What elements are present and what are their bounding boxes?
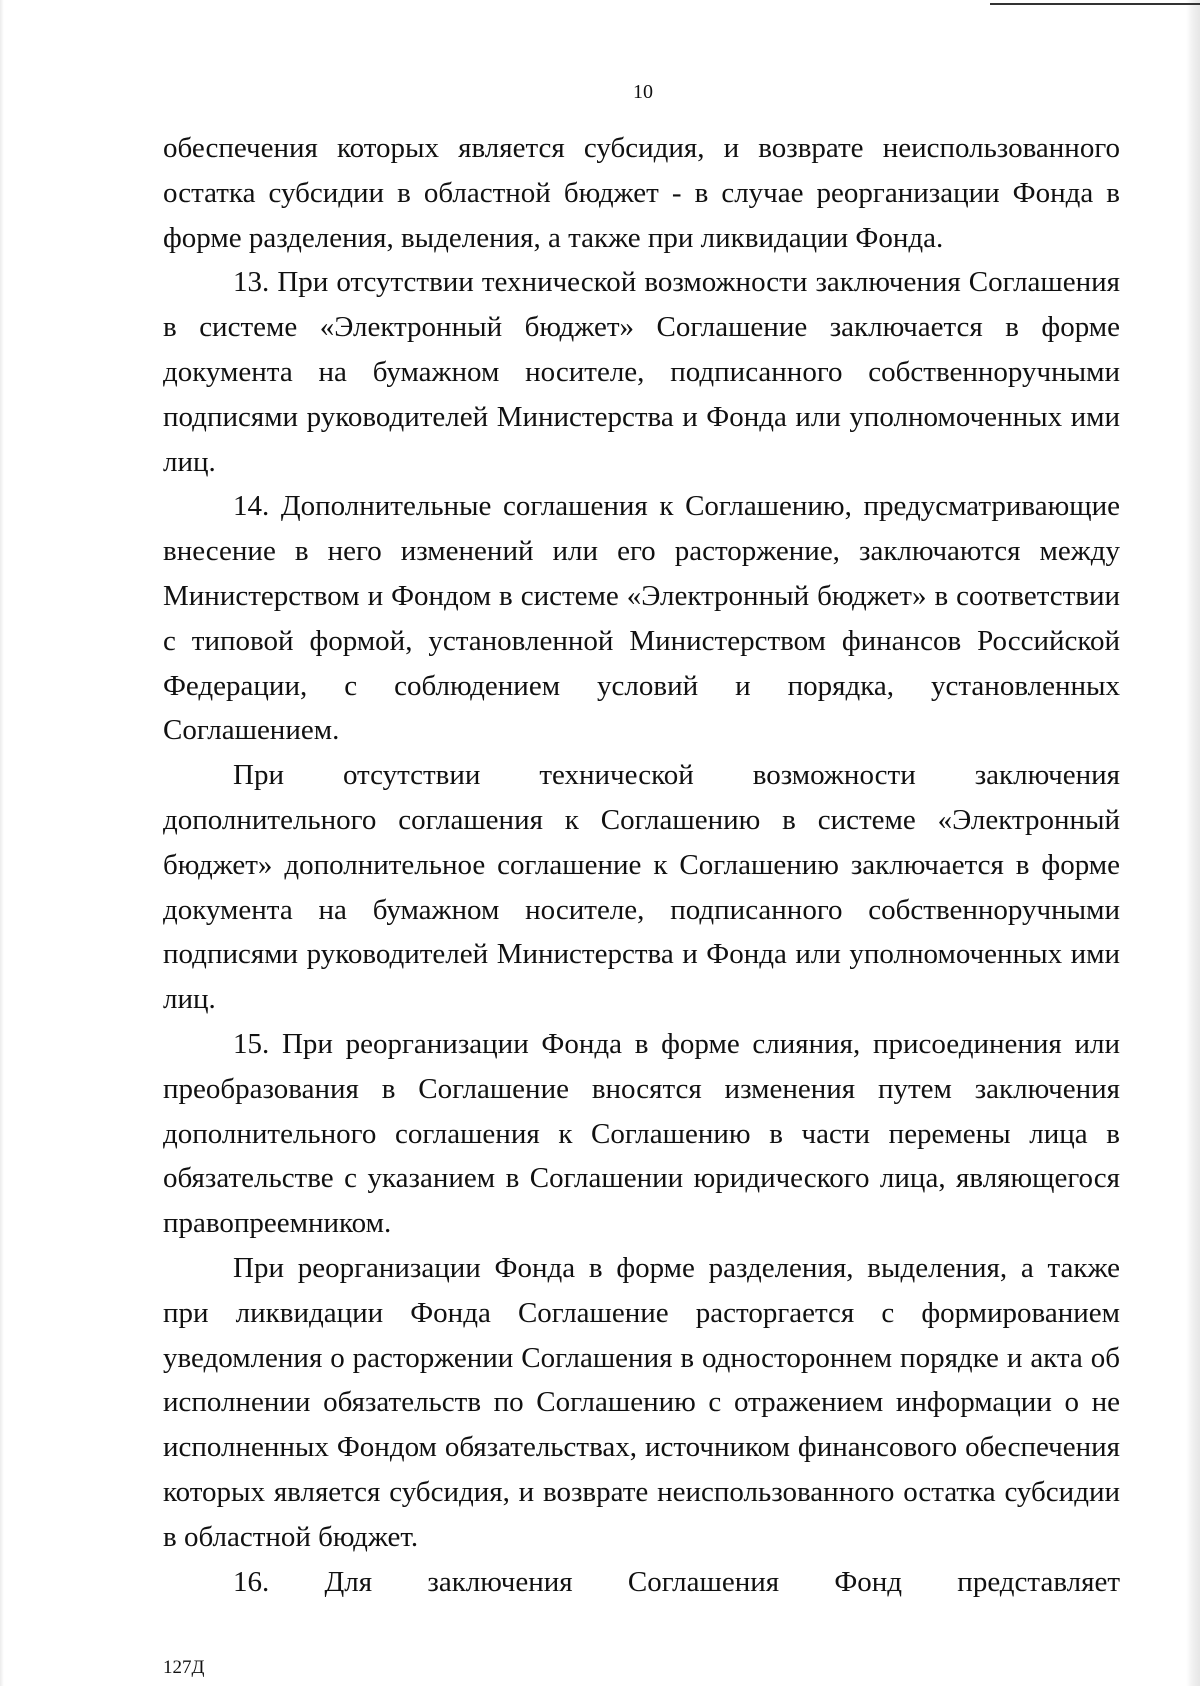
scan-right-edge [1186, 0, 1200, 1686]
paragraph-14-part-2: При отсутствии технической возможности заключения дополнительного соглашения к Соглашению в системе «Электронный бюджет» дополнительное соглашение к Соглашению заключается в форме документа на бумажном носителе, подписанного собственноручными подписями руководителей Министерства и Фонда или уполномоченных ими лиц. [163, 759, 1120, 1016]
paragraph-15: 15. При реорганизации Фонда в форме слияния, присоединения или преобразования в Соглашение вносятся изменения путем заключения дополнительного соглашения к Соглашению в части перемены лица в обязательстве с указанием в Соглашении юридического лица, являющегося правопреемником. [163, 1027, 1120, 1240]
document-code: 127Д [163, 1657, 205, 1678]
paragraph-14: 14. Дополнительные соглашения к Соглашению, предусматривающие внесение в него изменений или его расторжение, заключаются между Министерством и Фондом в системе «Электронный бюджет» в соответствии с типовой формой, установленной Министерством финансов Российской Федерации, с соблюдением условий и порядка, установленных Соглашением. [163, 490, 1120, 747]
paragraph-16: 16. Для заключения Соглашения Фонд представляет [233, 1565, 1120, 1598]
paragraph-13: 13. При отсутствии технической возможности заключения Соглашения в системе «Электронный бюджет» Соглашение заключается в форме документа на бумажном носителе, подписанного собственноручными подписями руководителей Министерства и Фонда или уполномоченных ими лиц. [163, 266, 1120, 478]
document-body [163, 126, 1120, 1604]
page-number: 10 [633, 81, 653, 103]
scan-left-edge [0, 0, 4, 1686]
top-right-rule [990, 3, 1200, 5]
paragraph-continuation: обеспечения которых является субсидия, и возврате неиспользованного остатка субсидии в областной бюджет - в случае реорганизации Фонда в форме разделения, выделения, а также при ликвидации Фонда. [163, 132, 1120, 254]
paragraph-15-part-2: При реорганизации Фонда в форме разделения, выделения, а также при ликвидации Фонда Соглашение расторгается с формированием уведомления о расторжении Соглашения в одностороннем порядке и акта об исполнении обязательств по Соглашению с отражением информации о не исполненных Фондом обязательствах, источником финансового обеспечения которых является субсидия, и возврате неиспользованного остатка субсидии в областной бюджет. [163, 1251, 1120, 1553]
